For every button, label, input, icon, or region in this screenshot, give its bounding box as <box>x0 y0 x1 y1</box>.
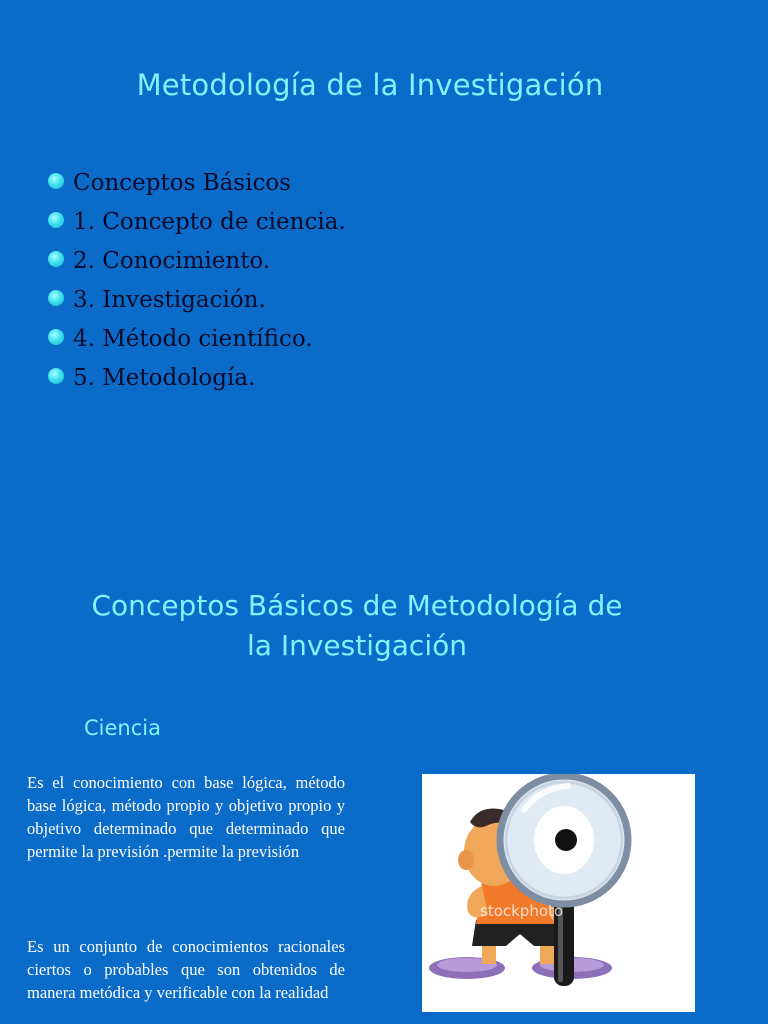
list-item-text: 3. Investigación. <box>73 287 266 313</box>
topic-list <box>46 164 346 398</box>
bullet-icon <box>48 251 64 267</box>
list-item-text: 4. Método científico. <box>73 326 313 352</box>
bullet-icon <box>48 212 64 228</box>
cartoon-boy-magnifying-glass-icon <box>422 774 695 1012</box>
illustration <box>422 774 695 1012</box>
list-item-text: 5. Metodología. <box>73 365 256 391</box>
slide-2-title-line-2: la Investigación <box>247 629 467 662</box>
bullet-icon <box>48 290 64 306</box>
list-item <box>46 281 346 320</box>
list-item <box>46 242 346 281</box>
slide-2-title <box>0 586 714 666</box>
list-item-text: 2. Conocimiento. <box>73 248 271 274</box>
list-item-text: Conceptos Básicos <box>73 170 291 196</box>
list-item <box>46 203 346 242</box>
definition-paragraph-1: Es el conocimiento con base lógica, método base lógica, método propio y objetivo propio y objetivo determinado que determinado que permite la previsión .permite la previsión <box>27 773 345 861</box>
list-item <box>46 164 346 203</box>
definition-paragraph-2: Es un conjunto de conocimientos racionales ciertos o probables que son obtenidos de manera metódica y verificable con la realidad <box>27 937 345 1002</box>
slide-1-title: Metodología de la Investigación <box>136 68 604 102</box>
bullet-icon <box>48 368 64 384</box>
watermark-text: stockphoto <box>480 902 564 920</box>
list-item-text: 1. Concepto de ciencia. <box>73 209 346 235</box>
list-item <box>46 320 346 359</box>
section-subtitle: Ciencia <box>84 716 161 740</box>
slide-2 <box>0 512 768 1024</box>
bullet-icon <box>48 329 64 345</box>
list-item <box>46 359 346 398</box>
slide-2-title-line-1: Conceptos Básicos de Metodología de <box>91 589 623 622</box>
bullet-icon <box>48 173 64 189</box>
